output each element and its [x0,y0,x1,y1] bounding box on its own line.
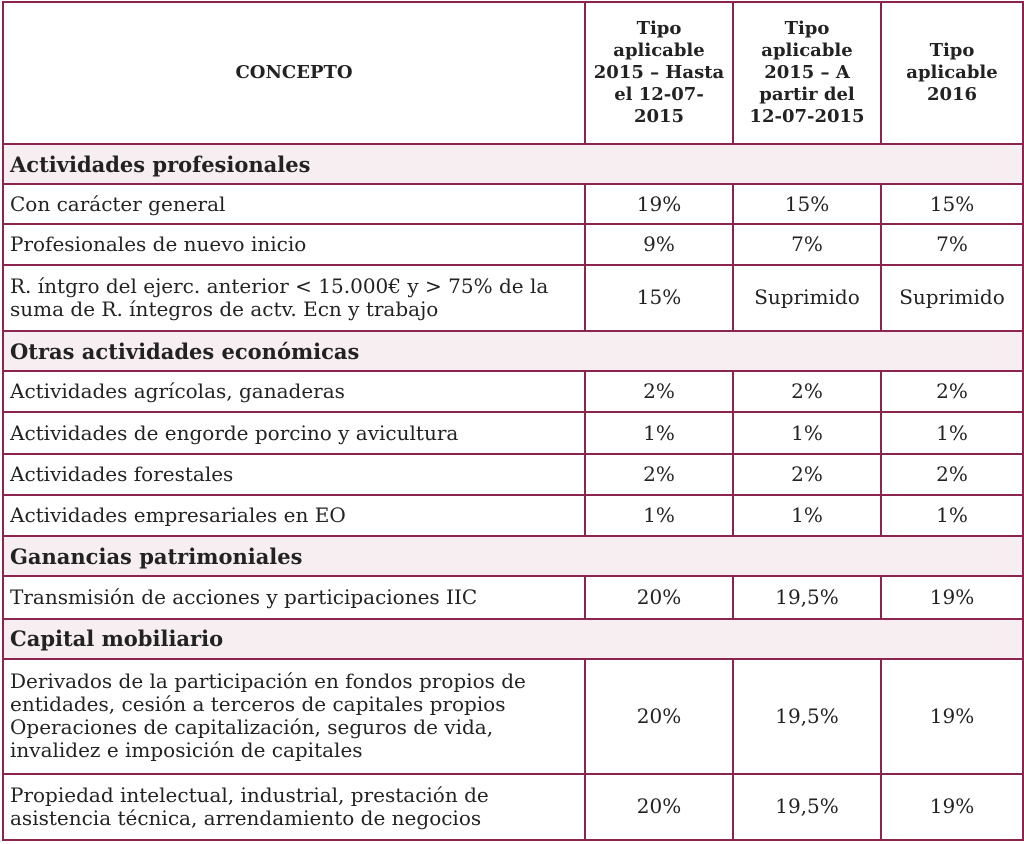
concept-cell: Profesionales de nuevo inicio [3,224,585,264]
rate-cell-col2: 2% [733,371,881,412]
rate-cell-col3: 1% [881,412,1023,453]
rate-cell-col2: 2% [733,454,881,495]
table-row [3,576,1023,618]
section-title: Ganancias patrimoniales [3,536,1023,576]
table-row [3,184,1023,224]
concept-cell: Actividades forestales [3,454,585,495]
section-row [3,144,1023,184]
table-row [3,495,1023,536]
rate-cell-col2: 19,5% [733,774,881,840]
section-row [3,619,1023,659]
concept-cell: Propiedad intelectual, industrial, prestación de asistencia técnica, arrendamiento de negocios [3,774,585,840]
rate-cell-col1: 2% [585,454,733,495]
section-title: Capital mobiliario [3,619,1023,659]
header-col1: Tipo aplicable 2015 – Hasta el 12-07-2015 [585,2,733,144]
rate-cell-col1: 1% [585,495,733,536]
header-row [3,2,1023,144]
table-row [3,454,1023,495]
concept-cell: R. íntgro del ejerc. anterior < 15.000€ y > 75% de la suma de R. íntegros de actv. Ecn y trabajo [3,265,585,331]
rate-cell-col3: 19% [881,774,1023,840]
rate-cell-col2: 1% [733,412,881,453]
rate-cell-col3: 7% [881,224,1023,264]
rate-cell-col3: 19% [881,576,1023,618]
section-title: Actividades profesionales [3,144,1023,184]
rate-cell-col3: Suprimido [881,265,1023,331]
rate-cell-col1: 20% [585,576,733,618]
table-row [3,371,1023,412]
rate-cell-col1: 2% [585,371,733,412]
table-row [3,659,1023,774]
rate-cell-col2: 7% [733,224,881,264]
concept-cell: Derivados de la participación en fondos propios de entidades, cesión a terceros de capitales propios Operaciones de capitalización, seguros de vida, invalidez e imposición de capitales [3,659,585,774]
rate-cell-col2: 15% [733,184,881,224]
concept-cell: Transmisión de acciones y participaciones IIC [3,576,585,618]
rate-cell-col1: 19% [585,184,733,224]
table-row [3,412,1023,453]
section-row [3,536,1023,576]
concept-cell: Actividades empresariales en EO [3,495,585,536]
rate-cell-col1: 15% [585,265,733,331]
rate-cell-col1: 20% [585,774,733,840]
rate-cell-col3: 19% [881,659,1023,774]
rate-cell-col1: 20% [585,659,733,774]
header-col3: Tipo aplicable 2016 [881,2,1023,144]
header-col2: Tipo aplicable 2015 – A partir del 12-07-2015 [733,2,881,144]
table-row [3,224,1023,264]
header-concepto: CONCEPTO [3,2,585,144]
rate-cell-col2: 19,5% [733,659,881,774]
rate-cell-col3: 2% [881,371,1023,412]
rate-cell-col1: 1% [585,412,733,453]
section-title: Otras actividades económicas [3,331,1023,371]
concept-cell: Actividades agrícolas, ganaderas [3,371,585,412]
table-row [3,774,1023,840]
rate-cell-col3: 1% [881,495,1023,536]
concept-cell: Con carácter general [3,184,585,224]
section-row [3,331,1023,371]
rate-cell-col2: 1% [733,495,881,536]
rate-cell-col3: 2% [881,454,1023,495]
rate-cell-col1: 9% [585,224,733,264]
rate-cell-col3: 15% [881,184,1023,224]
tax-rates-table [2,1,1024,841]
table-row [3,265,1023,331]
rate-cell-col2: Suprimido [733,265,881,331]
rate-cell-col2: 19,5% [733,576,881,618]
concept-cell: Actividades de engorde porcino y avicultura [3,412,585,453]
